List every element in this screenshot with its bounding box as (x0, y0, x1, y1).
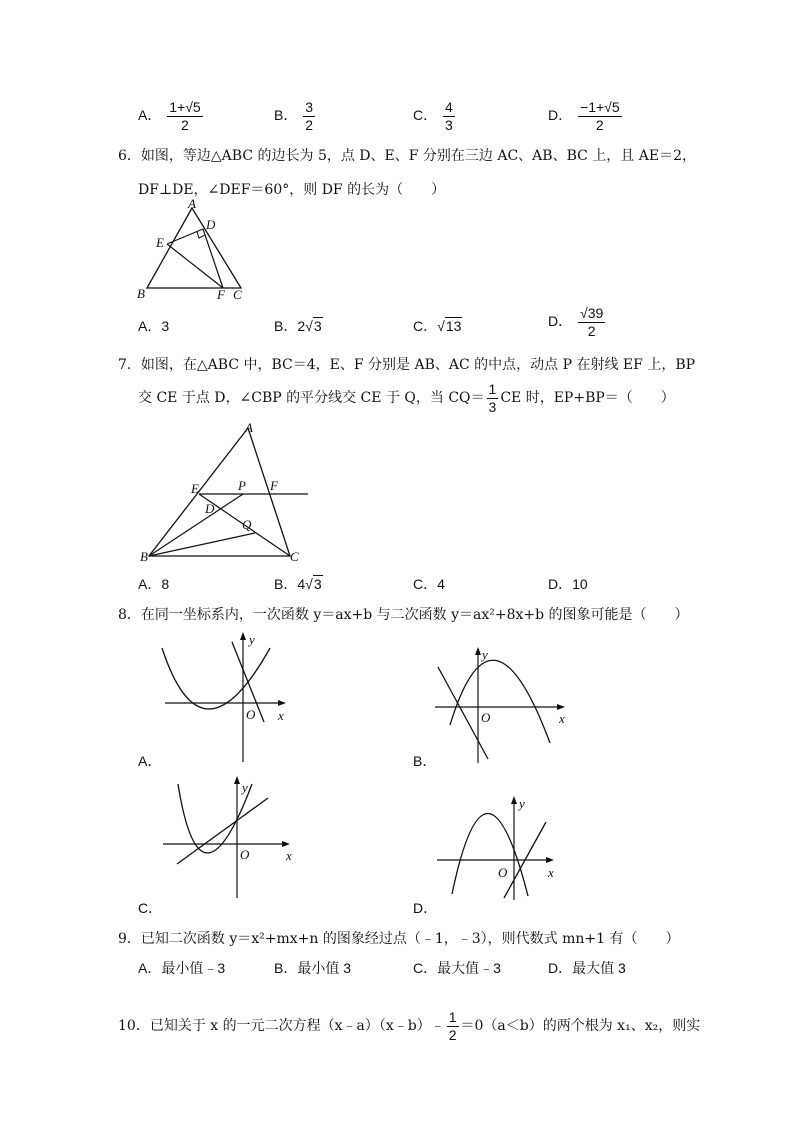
q8c-label-o: O (240, 847, 250, 862)
q8c-label-x: x (286, 848, 292, 863)
q5-b-den: 2 (305, 116, 314, 133)
q6-segment-ed (167, 229, 203, 244)
q9-line: 9．已知二次函数 y＝x²+mx+n 的图象经过点（﹣1，﹣3），则代数式 mn+1 有（ ） (118, 931, 680, 947)
q7-frac-den: 3 (488, 398, 497, 415)
q5-d-den: 2 (595, 116, 604, 133)
q7-label-d: D (205, 501, 215, 516)
q8d-y-arrow-icon (511, 796, 517, 804)
q7-fraction (487, 382, 499, 414)
q6-label-b: B (137, 286, 145, 301)
q5-b-label: B． (274, 106, 298, 123)
q8-option-a: A． (138, 753, 162, 769)
q5-c-fraction (443, 100, 455, 132)
q6-b-value: 2√3 (297, 318, 322, 334)
q8c-line (177, 798, 268, 864)
q7-label-b: B (140, 549, 148, 564)
q5-c-label: C． (413, 106, 438, 123)
q7-b-value: 4√3 (297, 576, 322, 592)
q10-frac-den: 2 (448, 1026, 457, 1043)
q9-option-b: B．最小值 3 (274, 960, 352, 976)
q7-segment-bp (149, 494, 243, 556)
q6-d-label: D． (548, 312, 573, 329)
q7-option-d: D．10 (548, 576, 588, 592)
q7-frac-num: 1 (488, 381, 497, 397)
q5-option-a (138, 100, 205, 132)
q8b-label-x: x (559, 711, 565, 726)
q5-b-num: 3 (305, 99, 314, 115)
q7-option-a: A．8 (138, 576, 170, 592)
q6-line1: 6．如图，等边△ABC 的边长为 5，点 D、E、F 分别在三边 AC、AB、BC 上，且 AE＝2， (118, 148, 696, 164)
q8a-x-arrow-icon (278, 700, 286, 706)
q7-option-c: C．4 (413, 576, 445, 592)
q9-option-a: A．最小值﹣3 (138, 960, 226, 976)
q6-option-c (413, 316, 462, 336)
q6-c-label: C． (413, 318, 438, 334)
q6-segment-ef (167, 244, 223, 288)
q7-figure (132, 418, 322, 566)
q7-line2-pre: 交 CE 于点 D，∠CBP 的平分线交 CE 于 Q，当 CQ＝ (138, 390, 485, 407)
q8d-x-arrow-icon (546, 857, 554, 863)
q10-fraction (447, 1010, 459, 1042)
q5-option-d (548, 100, 624, 132)
q8a-parabola (162, 648, 270, 709)
q6-label-e: E (156, 235, 164, 250)
q7-label-f: F (270, 478, 278, 493)
q8b-y-arrow-icon (475, 647, 481, 655)
q8a-label-y: y (249, 632, 255, 647)
q8b-x-arrow-icon (557, 704, 565, 710)
q7-label-a: A (245, 420, 253, 435)
q8b-parabola (450, 660, 550, 743)
q6-d-fraction (578, 306, 605, 338)
q6-b-label: B． (274, 318, 298, 334)
q5-a-num: 1+√5 (169, 99, 201, 115)
q7-line2-post: CE 时，EP+BP＝（ ） (500, 390, 675, 407)
q8-line: 8．在同一坐标系内，一次函数 y＝ax+b 与二次函数 y＝ax²+8x+b 的图象可能是（ ） (118, 607, 689, 623)
q7-line2 (138, 382, 675, 414)
q6-segment-df (203, 229, 223, 288)
q7-line1: 7．如图，在△ABC 中，BC＝4，E、F 分别是 AB、AC 的中点，动点 P 在射线 EF 上，BP (118, 357, 696, 373)
q8c-x-arrow-icon (282, 841, 290, 847)
q10-frac-num: 1 (448, 1009, 457, 1025)
q8a-label-o: O (246, 707, 256, 722)
q7-option-b (274, 574, 323, 594)
q6-label-c: C (233, 287, 242, 302)
q7-label-c: C (290, 549, 299, 564)
q8a-y-arrow-icon (240, 632, 246, 640)
q6-label-d: D (206, 217, 216, 232)
q5-d-label: D． (548, 106, 573, 123)
q5-b-fraction (303, 100, 315, 132)
q6-label-a: A (188, 196, 196, 211)
q7-label-p: P (238, 478, 246, 493)
q8-graph-b (432, 645, 572, 767)
q8b-label-y: y (482, 647, 488, 662)
q7-label-q: Q (242, 517, 252, 532)
q6-c-value: √13 (437, 318, 462, 334)
q7-b-label: B． (274, 576, 298, 592)
q8c-y-arrow-icon (234, 776, 240, 784)
q5-d-num: −1+√5 (580, 99, 620, 115)
q9-option-d: D．最大值 3 (548, 960, 626, 976)
q8d-parabola (452, 813, 528, 896)
q5-option-b (274, 100, 317, 132)
q9-option-c: C．最大值﹣3 (413, 960, 501, 976)
q6-d-den: 2 (587, 322, 596, 339)
q8d-label-x: x (548, 865, 554, 880)
q6-option-a: A．3 (138, 318, 170, 334)
q5-a-fraction (167, 100, 202, 132)
q8c-label-y: y (242, 780, 248, 795)
q5-a-label: A． (138, 106, 162, 123)
q5-a-den: 2 (181, 116, 189, 133)
q8a-label-x: x (278, 708, 284, 723)
q8-graph-d (432, 792, 572, 904)
q8c-parabola (178, 784, 252, 853)
q7-label-e: E (191, 481, 199, 496)
q6-d-num: √39 (580, 305, 604, 321)
q6-option-b (274, 316, 323, 336)
q5-option-c (413, 100, 457, 132)
q5-d-fraction (578, 100, 622, 132)
q8-graph-a (160, 630, 300, 768)
q5-c-num: 4 (445, 99, 453, 115)
q8b-label-o: O (481, 710, 491, 725)
q5-c-den: 3 (445, 116, 453, 133)
q10-line (118, 1010, 700, 1042)
q8-option-b: B． (413, 753, 437, 769)
q8d-label-o: O (498, 865, 508, 880)
q8-option-d: D． (413, 900, 438, 916)
q8-graph-c (160, 772, 300, 902)
q6-figure (130, 196, 260, 306)
q10-post: ＝0（a＜b）的两个根为 x₁、x₂，则实 (460, 1018, 701, 1035)
q10-pre: 10．已知关于 x 的一元二次方程（x﹣a）（x﹣b）﹣ (118, 1018, 445, 1035)
q6-label-f: F (217, 287, 225, 302)
q6-option-d (548, 306, 607, 338)
q8d-label-y: y (519, 796, 525, 811)
q6-line2: DF⊥DE，∠DEF＝60°，则 DF 的长为（ ） (138, 182, 446, 198)
q8-option-c: C． (138, 900, 163, 916)
q7-triangle-abc (149, 428, 290, 556)
